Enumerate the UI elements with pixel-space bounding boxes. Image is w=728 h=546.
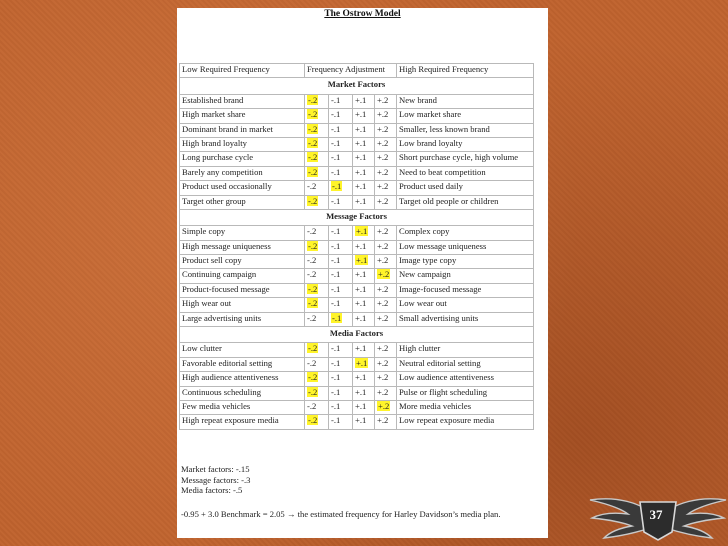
adjustment-value: +.1 <box>355 312 367 323</box>
adjustment-cell <box>353 195 375 209</box>
table-row <box>180 269 534 283</box>
adjustment-value: -.1 <box>331 400 341 411</box>
high-frequency-cell: More media vehicles <box>397 400 534 414</box>
adjustment-value: +.1 <box>355 400 367 411</box>
selected-adjustment: -.2 <box>308 372 318 383</box>
selected-adjustment: -.2 <box>308 415 318 426</box>
adjustment-cell <box>305 400 329 414</box>
adjustment-value: -.1 <box>331 123 341 134</box>
selected-adjustment: +.2 <box>378 400 390 411</box>
low-frequency-cell: High wear out <box>180 298 305 312</box>
selected-adjustment: -.2 <box>308 123 318 134</box>
adjustment-cell <box>375 415 397 429</box>
adjustment-cell <box>353 109 375 123</box>
low-frequency-cell: Long purchase cycle <box>180 152 305 166</box>
adjustment-value: -.2 <box>307 255 317 266</box>
adjustment-cell <box>375 137 397 151</box>
adjustment-cell <box>329 386 353 400</box>
adjustment-cell <box>329 357 353 371</box>
selected-adjustment: -.2 <box>308 386 318 397</box>
adjustment-value: -.1 <box>331 269 341 280</box>
adjustment-cell <box>353 255 375 269</box>
adjustment-value: +.2 <box>377 195 389 206</box>
adjustment-cell <box>353 312 375 326</box>
adjustment-value: -.1 <box>331 137 341 148</box>
adjustment-value: +.1 <box>355 343 367 354</box>
selected-adjustment: -.1 <box>332 181 342 192</box>
adjustment-value: -.1 <box>331 152 341 163</box>
adjustment-cell <box>305 226 329 240</box>
table-row <box>180 195 534 209</box>
adjustment-value: +.1 <box>355 123 367 134</box>
adjustment-cell <box>375 109 397 123</box>
high-frequency-cell: High clutter <box>397 343 534 357</box>
adjustment-cell <box>305 269 329 283</box>
table-row <box>180 152 534 166</box>
low-frequency-cell: Established brand <box>180 94 305 108</box>
adjustment-cell <box>305 386 329 400</box>
adjustment-cell <box>353 372 375 386</box>
selected-adjustment: -.2 <box>308 298 318 309</box>
adjustment-cell <box>375 226 397 240</box>
adjustment-cell <box>353 283 375 297</box>
table-row <box>180 240 534 254</box>
adjustment-cell <box>305 94 329 108</box>
selected-adjustment: -.2 <box>308 94 318 105</box>
adjustment-cell <box>353 269 375 283</box>
adjustment-cell <box>375 240 397 254</box>
adjustment-value: +.1 <box>355 137 367 148</box>
adjustment-cell <box>375 343 397 357</box>
adjustment-cell <box>329 195 353 209</box>
high-frequency-cell: Target old people or children <box>397 195 534 209</box>
conclusion-text <box>181 509 545 520</box>
summary-media: Media factors: -.5 <box>181 485 243 495</box>
low-frequency-cell: High repeat exposure media <box>180 415 305 429</box>
adjustment-value: +.1 <box>355 283 367 294</box>
adjustment-cell <box>329 109 353 123</box>
adjustment-value: -.1 <box>331 166 341 177</box>
header-low: Low Required Frequency <box>180 64 305 78</box>
section-header-row <box>180 209 534 225</box>
selected-adjustment: -.2 <box>308 166 318 177</box>
adjustment-value: +.1 <box>355 298 367 309</box>
low-frequency-cell: Continuous scheduling <box>180 386 305 400</box>
adjustment-cell <box>375 152 397 166</box>
adjustment-value: +.2 <box>377 226 389 237</box>
adjustment-value: +.1 <box>355 240 367 251</box>
low-frequency-cell: High brand loyalty <box>180 137 305 151</box>
high-frequency-cell: Low wear out <box>397 298 534 312</box>
adjustment-cell <box>329 283 353 297</box>
adjustment-value: +.1 <box>355 386 367 397</box>
adjustment-value: -.1 <box>331 283 341 294</box>
low-frequency-cell: Favorable editorial setting <box>180 357 305 371</box>
high-frequency-cell: Low message uniqueness <box>397 240 534 254</box>
selected-adjustment: -.2 <box>308 240 318 251</box>
adjustment-cell <box>329 298 353 312</box>
adjustment-cell <box>329 343 353 357</box>
adjustment-value: -.1 <box>331 226 341 237</box>
adjustment-cell <box>375 357 397 371</box>
selected-adjustment: -.2 <box>308 137 318 148</box>
adjustment-value: -.1 <box>331 94 341 105</box>
adjustment-value: -.2 <box>307 269 317 280</box>
adjustment-cell <box>375 166 397 180</box>
adjustment-value: +.2 <box>377 109 389 120</box>
adjustment-value: +.2 <box>377 357 389 368</box>
conclusion-suffix: the estimated frequency for Harley Davidson’s media plan. <box>295 509 501 519</box>
adjustment-cell <box>353 298 375 312</box>
adjustment-cell <box>353 166 375 180</box>
adjustment-cell <box>305 312 329 326</box>
adjustment-value: +.1 <box>355 109 367 120</box>
section-title: Market Factors <box>180 78 534 94</box>
adjustment-value: +.1 <box>355 181 367 192</box>
low-frequency-cell: Continuing campaign <box>180 269 305 283</box>
adjustment-cell <box>329 400 353 414</box>
adjustment-cell <box>353 400 375 414</box>
adjustment-cell <box>305 137 329 151</box>
table-row <box>180 386 534 400</box>
adjustment-cell <box>305 255 329 269</box>
adjustment-cell <box>329 255 353 269</box>
section-header-row <box>180 78 534 94</box>
high-frequency-cell: Neutral editorial setting <box>397 357 534 371</box>
table-row <box>180 312 534 326</box>
low-frequency-cell: Simple copy <box>180 226 305 240</box>
summary-message: Message factors: -.3 <box>181 474 251 485</box>
adjustment-cell <box>329 137 353 151</box>
high-frequency-cell: Pulse or flight scheduling <box>397 386 534 400</box>
ostrow-table <box>179 63 534 430</box>
high-frequency-cell: Need to beat competition <box>397 166 534 180</box>
adjustment-value: -.2 <box>307 357 317 368</box>
adjustment-value: +.2 <box>377 181 389 192</box>
adjustment-value: -.2 <box>307 400 317 411</box>
low-frequency-cell: High market share <box>180 109 305 123</box>
document-title: The Ostrow Model <box>324 9 401 19</box>
section-title: Media Factors <box>180 327 534 343</box>
high-frequency-cell: Short purchase cycle, high volume <box>397 152 534 166</box>
adjustment-value: -.2 <box>307 226 317 237</box>
adjustment-cell <box>305 109 329 123</box>
selected-adjustment: -.2 <box>308 109 318 120</box>
table-row <box>180 357 534 371</box>
adjustment-value: +.2 <box>377 94 389 105</box>
table-row <box>180 255 534 269</box>
high-frequency-cell: Small advertising units <box>397 312 534 326</box>
table-row <box>180 298 534 312</box>
adjustment-value: -.1 <box>331 255 341 266</box>
adjustment-cell <box>329 123 353 137</box>
adjustment-value: -.1 <box>331 372 341 383</box>
adjustment-cell <box>375 298 397 312</box>
adjustment-value: -.1 <box>331 386 341 397</box>
low-frequency-cell: High audience attentiveness <box>180 372 305 386</box>
table-row <box>180 415 534 429</box>
high-frequency-cell: Low brand loyalty <box>397 137 534 151</box>
adjustment-value: +.2 <box>377 137 389 148</box>
adjustment-value: -.2 <box>307 312 317 323</box>
table-row <box>180 181 534 195</box>
low-frequency-cell: Few media vehicles <box>180 400 305 414</box>
document-page <box>177 8 548 538</box>
adjustment-cell <box>329 240 353 254</box>
adjustment-cell <box>375 195 397 209</box>
adjustment-value: +.1 <box>355 166 367 177</box>
section-header-row <box>180 327 534 343</box>
factor-summary <box>181 464 250 496</box>
low-frequency-cell: High message uniqueness <box>180 240 305 254</box>
ostrow-table-body <box>180 64 534 430</box>
adjustment-cell <box>375 94 397 108</box>
table-row <box>180 226 534 240</box>
header-high: High Required Frequency <box>397 64 534 78</box>
table-row <box>180 94 534 108</box>
adjustment-cell <box>305 166 329 180</box>
adjustment-cell <box>375 372 397 386</box>
table-row <box>180 372 534 386</box>
adjustment-value: -.1 <box>331 357 341 368</box>
adjustment-value: -.1 <box>331 298 341 309</box>
adjustment-cell <box>305 372 329 386</box>
high-frequency-cell: New brand <box>397 94 534 108</box>
adjustment-cell <box>329 269 353 283</box>
adjustment-value: +.2 <box>377 166 389 177</box>
table-row <box>180 109 534 123</box>
adjustment-value: -.1 <box>331 240 341 251</box>
selected-adjustment: +.2 <box>378 269 390 280</box>
low-frequency-cell: Low clutter <box>180 343 305 357</box>
adjustment-cell <box>353 226 375 240</box>
adjustment-cell <box>329 181 353 195</box>
table-row <box>180 137 534 151</box>
adjustment-value: +.2 <box>377 255 389 266</box>
adjustment-cell <box>305 123 329 137</box>
adjustment-value: +.1 <box>355 195 367 206</box>
adjustment-cell <box>305 152 329 166</box>
adjustment-value: +.1 <box>355 152 367 163</box>
slide-number: 37 <box>649 507 663 522</box>
adjustment-value: -.2 <box>307 181 317 192</box>
conclusion-prefix: -0.95 + 3.0 Benchmark = 2.05 <box>181 509 287 519</box>
adjustment-cell <box>353 152 375 166</box>
adjustment-value: +.2 <box>377 312 389 323</box>
adjustment-value: +.1 <box>355 372 367 383</box>
adjustment-value: -.1 <box>331 343 341 354</box>
selected-adjustment: -.2 <box>308 343 318 354</box>
low-frequency-cell: Large advertising units <box>180 312 305 326</box>
adjustment-value: +.2 <box>377 386 389 397</box>
adjustment-cell <box>375 123 397 137</box>
adjustment-cell <box>353 181 375 195</box>
adjustment-cell <box>329 94 353 108</box>
adjustment-cell <box>375 312 397 326</box>
adjustment-cell <box>375 386 397 400</box>
adjustment-cell <box>329 152 353 166</box>
selected-adjustment: -.2 <box>308 195 318 206</box>
adjustment-cell <box>329 166 353 180</box>
adjustment-cell <box>329 226 353 240</box>
adjustment-cell <box>353 343 375 357</box>
arrow-icon: → <box>286 509 296 519</box>
high-frequency-cell: Low market share <box>397 109 534 123</box>
adjustment-value: +.1 <box>355 269 367 280</box>
high-frequency-cell: Complex copy <box>397 226 534 240</box>
section-title: Message Factors <box>180 209 534 225</box>
low-frequency-cell: Product-focused message <box>180 283 305 297</box>
high-frequency-cell: New campaign <box>397 269 534 283</box>
adjustment-cell <box>353 386 375 400</box>
adjustment-cell <box>353 137 375 151</box>
adjustment-value: +.2 <box>377 415 389 426</box>
adjustment-cell <box>375 255 397 269</box>
low-frequency-cell: Product sell copy <box>180 255 305 269</box>
adjustment-cell <box>305 181 329 195</box>
high-frequency-cell: Smaller, less known brand <box>397 123 534 137</box>
table-row <box>180 123 534 137</box>
high-frequency-cell: Image-focused message <box>397 283 534 297</box>
adjustment-cell <box>329 312 353 326</box>
adjustment-cell <box>353 357 375 371</box>
high-frequency-cell: Product used daily <box>397 181 534 195</box>
adjustment-value: -.1 <box>331 195 341 206</box>
low-frequency-cell: Dominant brand in market <box>180 123 305 137</box>
high-frequency-cell: Low repeat exposure media <box>397 415 534 429</box>
adjustment-value: +.2 <box>377 283 389 294</box>
adjustment-cell <box>375 283 397 297</box>
low-frequency-cell: Barely any competition <box>180 166 305 180</box>
selected-adjustment: -.2 <box>308 283 318 294</box>
adjustment-cell <box>305 343 329 357</box>
adjustment-cell <box>375 269 397 283</box>
high-frequency-cell: Low audience attentiveness <box>397 372 534 386</box>
high-frequency-cell: Image type copy <box>397 255 534 269</box>
low-frequency-cell: Product used occasionally <box>180 181 305 195</box>
adjustment-cell <box>329 372 353 386</box>
adjustment-cell <box>375 400 397 414</box>
table-row <box>180 400 534 414</box>
adjustment-cell <box>353 240 375 254</box>
table-header-row <box>180 64 534 78</box>
adjustment-value: +.1 <box>355 415 367 426</box>
selected-adjustment: -.2 <box>308 152 318 163</box>
adjustment-cell <box>353 94 375 108</box>
adjustment-value: +.2 <box>377 298 389 309</box>
adjustment-cell <box>353 415 375 429</box>
header-adjustment: Frequency Adjustment <box>305 64 397 78</box>
table-row <box>180 283 534 297</box>
adjustment-cell <box>305 298 329 312</box>
selected-adjustment: +.1 <box>356 255 368 266</box>
adjustment-value: +.2 <box>377 343 389 354</box>
adjustment-value: +.1 <box>355 94 367 105</box>
adjustment-cell <box>305 357 329 371</box>
adjustment-value: +.2 <box>377 240 389 251</box>
adjustment-value: -.1 <box>331 415 341 426</box>
adjustment-cell <box>353 123 375 137</box>
selected-adjustment: +.1 <box>356 357 368 368</box>
adjustment-value: +.2 <box>377 372 389 383</box>
adjustment-cell <box>375 181 397 195</box>
table-row <box>180 166 534 180</box>
selected-adjustment: +.1 <box>356 226 368 237</box>
selected-adjustment: -.1 <box>332 312 342 323</box>
adjustment-cell <box>305 195 329 209</box>
adjustment-value: -.1 <box>331 109 341 120</box>
adjustment-value: +.2 <box>377 123 389 134</box>
adjustment-cell <box>305 415 329 429</box>
low-frequency-cell: Target other group <box>180 195 305 209</box>
table-row <box>180 343 534 357</box>
adjustment-cell <box>305 283 329 297</box>
adjustment-value: +.2 <box>377 152 389 163</box>
adjustment-cell <box>329 415 353 429</box>
summary-market: Market factors: -.15 <box>181 464 250 474</box>
adjustment-cell <box>305 240 329 254</box>
